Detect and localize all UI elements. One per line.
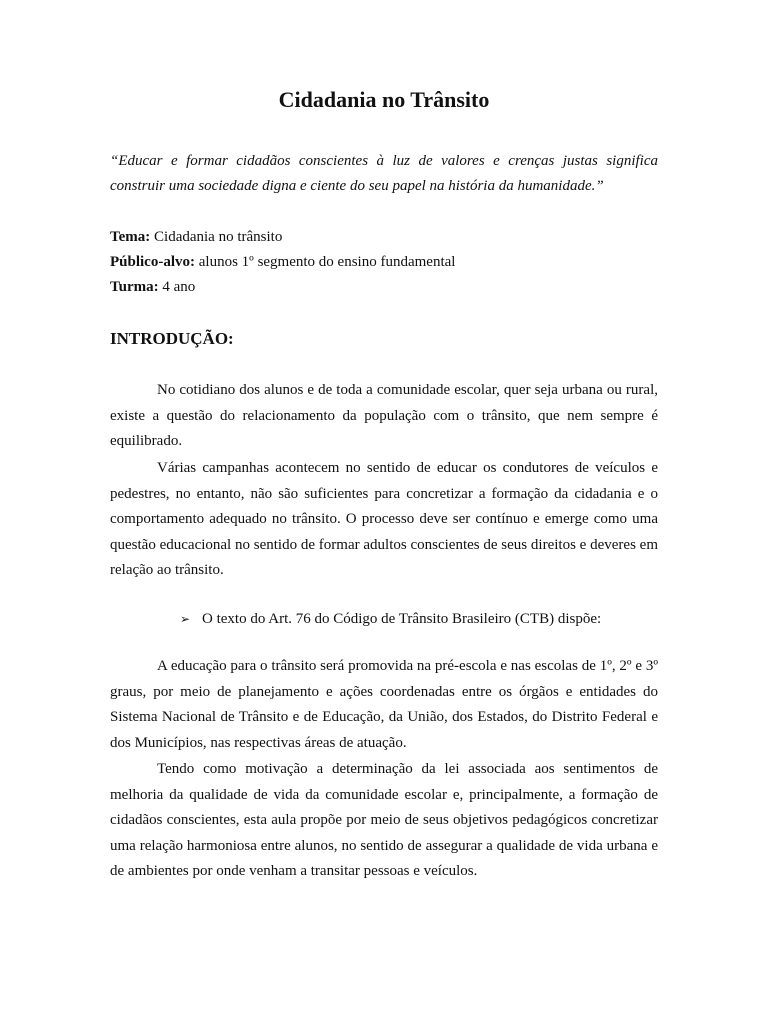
bullet-item [180, 607, 658, 632]
meta-publico-label: Público-alvo: [110, 254, 195, 270]
meta-turma-label: Turma: [110, 279, 159, 295]
epigraph-quote: “Educar e formar cidadãos conscientes à luz de valores e crenças justas significa construir uma sociedade digna e ciente do seu papel na história da humanidade.” [110, 153, 658, 194]
document-title: Cidadania no Trânsito [278, 87, 490, 112]
meta-publico-alvo [110, 250, 658, 275]
meta-tema [110, 225, 658, 250]
meta-turma [110, 275, 658, 300]
arrow-bullet-icon: ➢ [180, 612, 191, 626]
intro-paragraph: No cotidiano dos alunos e de toda a comunidade escolar, quer seja urbana ou rural, existe a questão do relacionamento da população com o trânsito, que nem sempre é equilibrado. [110, 382, 658, 449]
intro-paragraph: Várias campanhas acontecem no sentido de educar os condutores de veículos e pedestres, no entanto, não são suficientes para concretizar a formação da cidadania e o comportamento adequado no trânsito. O processo deve ser contínuo e emerge como uma questão educacional no sentido de formar adultos conscientes de seus direitos e deveres em relação ao trânsito. [110, 460, 658, 578]
bullet-text: O texto do Art. 76 do Código de Trânsito Brasileiro (CTB) dispõe: [202, 611, 602, 627]
intro-heading: INTRODUÇÃO: [110, 329, 234, 348]
meta-tema-label: Tema: [110, 229, 151, 245]
meta-tema-value: Cidadania no trânsito [150, 229, 283, 245]
meta-publico-value: alunos 1º segmento do ensino fundamental [195, 254, 456, 270]
meta-turma-value: 4 ano [158, 279, 196, 295]
motivation-paragraph: Tendo como motivação a determinação da lei associada aos sentimentos de melhoria da qualidade de vida da comunidade escolar e, principalmente, a formação de cidadãos conscientes, esta aula propõe por meio de seus objetivos pedagógicos concretizar uma relação harmoniosa entre alunos, no sentido de assegurar a qualidade de vida urbana e de ambientes por onde venham a transitar pessoas e veículos. [110, 761, 658, 879]
law-paragraph: A educação para o trânsito será promovida na pré-escola e nas escolas de 1º, 2º e 3º graus, por meio de planejamento e ações coordenadas entre os órgãos e entidades do Sistema Nacional de Trânsito e de Educação, da União, dos Estados, do Distrito Federal e dos Municípios, nas respectivas áreas de atuação. [110, 658, 658, 751]
